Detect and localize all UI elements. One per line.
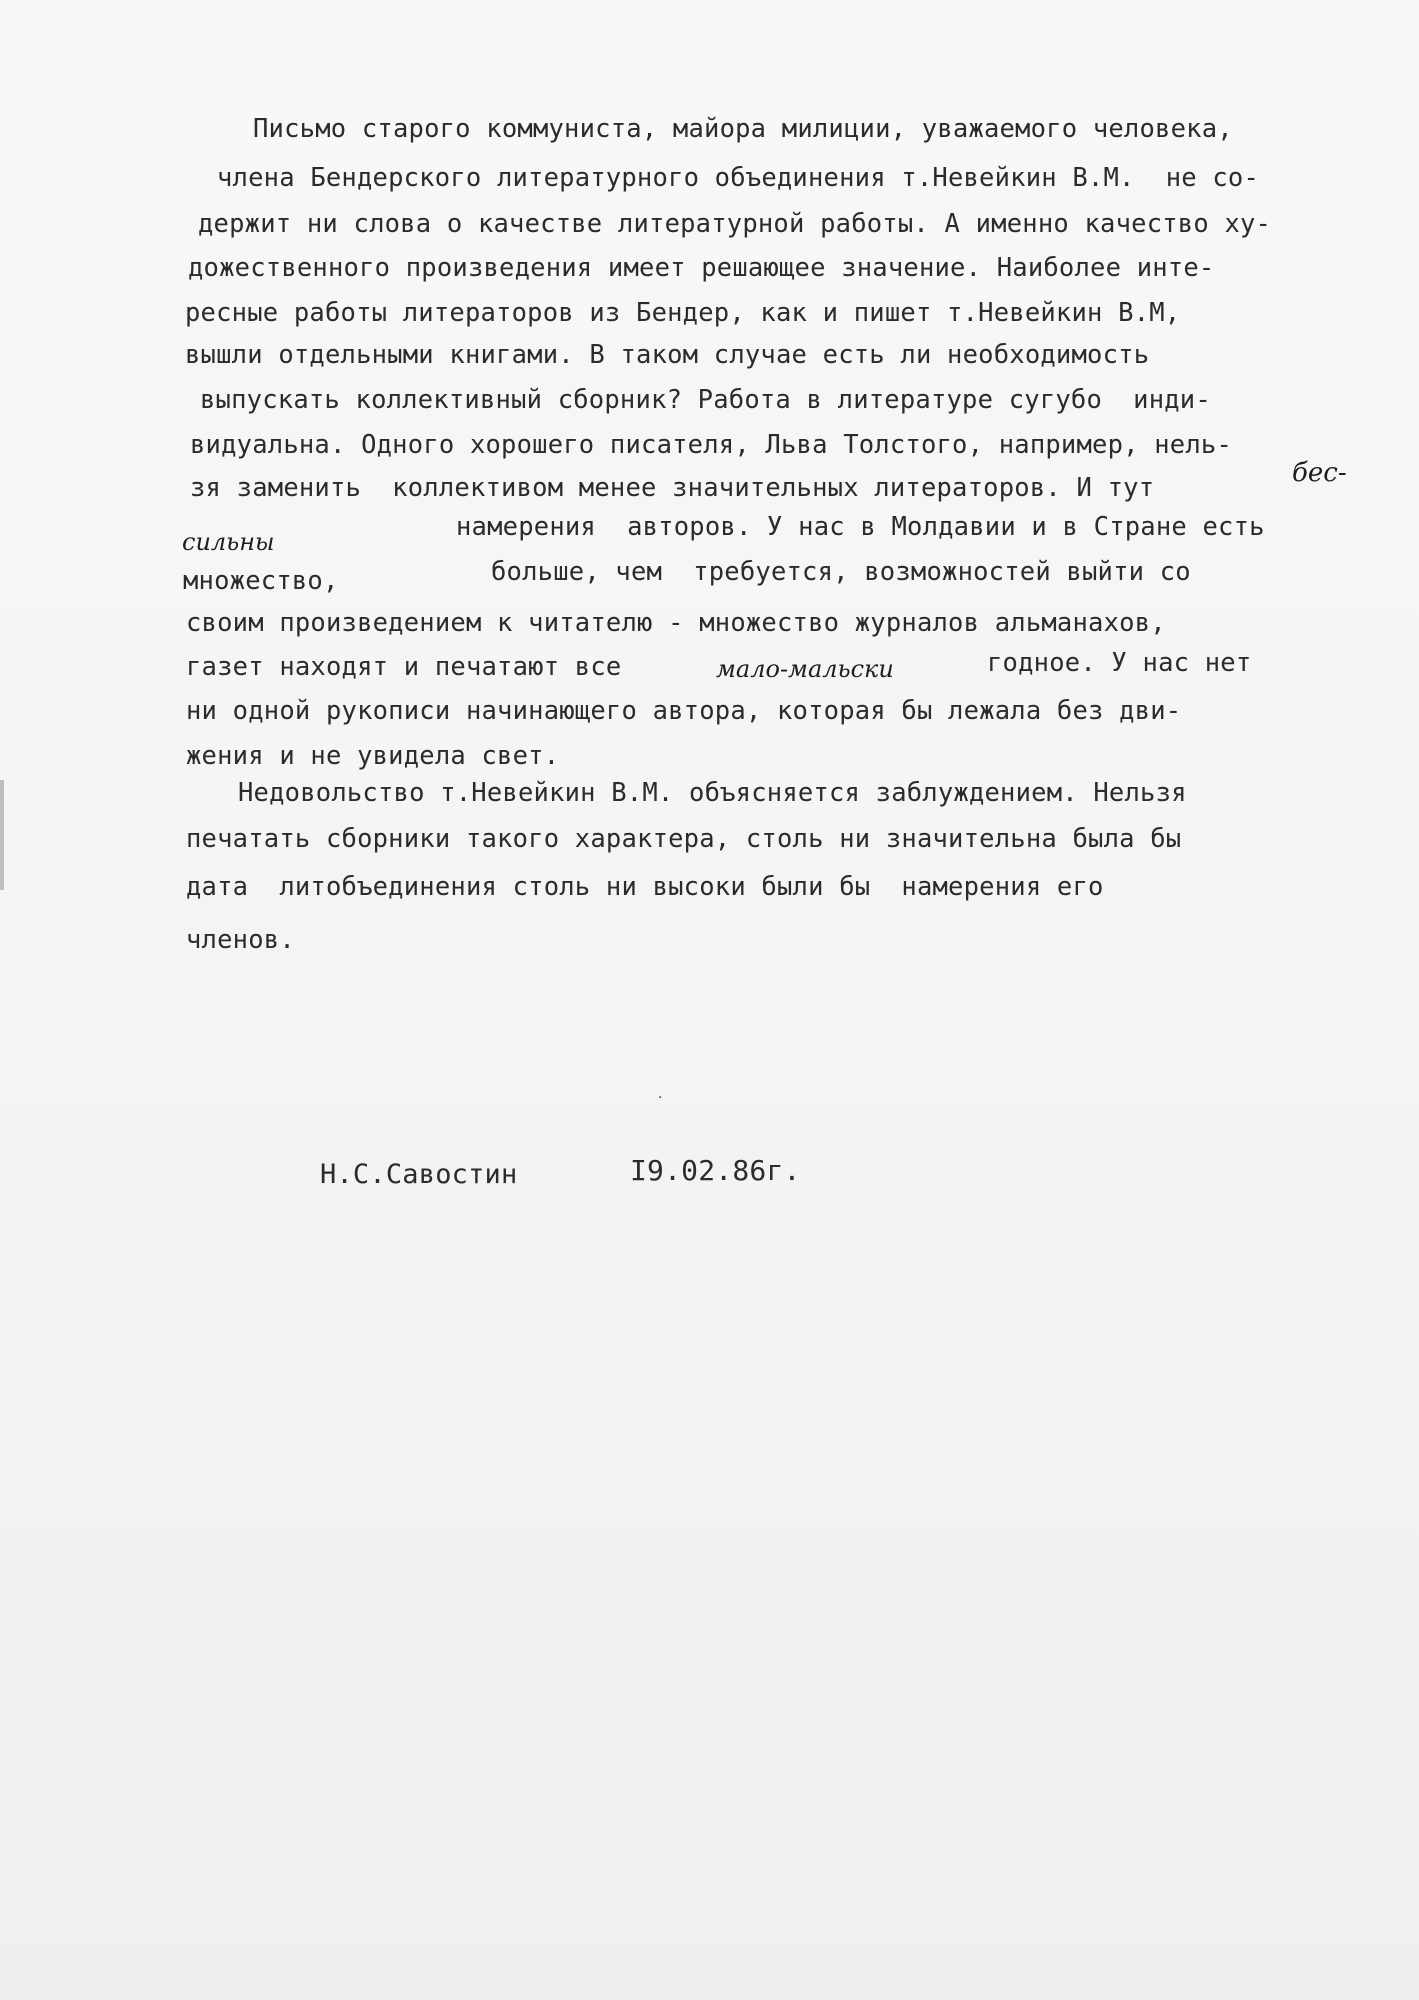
handwritten-insert-malo-malski: мало-мальски [716,655,894,683]
body-line-11b: больше, чем требуется, возможностей выйти со [491,557,1191,587]
body-line-13a: газет находят и печатают все [186,652,622,682]
body-line-17: печатать сборники такого характера, столь ни значительна была бы [186,824,1182,854]
body-line-1: Письмо старого коммуниста, майора милиции, уважаемого человека, [253,114,1233,144]
body-line-12: своим произведением к читателю - множество журналов альманахов, [186,608,1166,638]
body-line-7: выпускать коллективный сборник? Работа в литературе сугубо инди- [200,385,1211,415]
body-line-2: члена Бендерского литературного объединения т.Невейкин В.М. не со- [217,163,1260,193]
body-line-16: Недовольство т.Невейкин В.М. объясняется заблуждением. Нельзя [238,778,1187,808]
handwritten-insert-bes: бес- [1292,458,1347,488]
handwritten-insert-silny: сильны [182,528,275,556]
body-line-15: жения и не увидела свет. [186,741,560,771]
body-line-6: вышли отдельными книгами. В таком случае есть ли необходимость [185,340,1150,370]
body-line-8: видуальна. Одного хорошего писателя, Льва Толстого, например, нель- [190,430,1233,460]
ink-speck: · [658,1090,663,1106]
body-line-9: зя заменить коллективом менее значительных литераторов. И тут [190,473,1155,503]
body-line-4: дожественного произведения имеет решающее значение. Наиболее инте- [188,253,1215,283]
body-line-14: ни одной рукописи начинающего автора, которая бы лежала без дви- [186,696,1182,726]
signature-date: I9.02.86г. [630,1154,801,1187]
body-line-18: дата литобъединения столь ни высоки были бы намерения его [186,872,1104,902]
page-edge-shadow [0,780,4,890]
body-line-10: намерения авторов. У нас в Молдавии и в Стране есть [456,512,1265,542]
body-line-13b: годное. У нас нет [987,648,1252,678]
body-line-3: держит ни слова о качестве литературной работы. А именно качество ху- [198,209,1272,239]
body-line-5: ресные работы литераторов из Бендер, как и пишет т.Невейкин В.М, [185,298,1181,328]
body-line-19: членов. [186,925,295,955]
body-line-11a: множество, [183,566,339,596]
signature-name: Н.С.Савостин [320,1159,518,1190]
